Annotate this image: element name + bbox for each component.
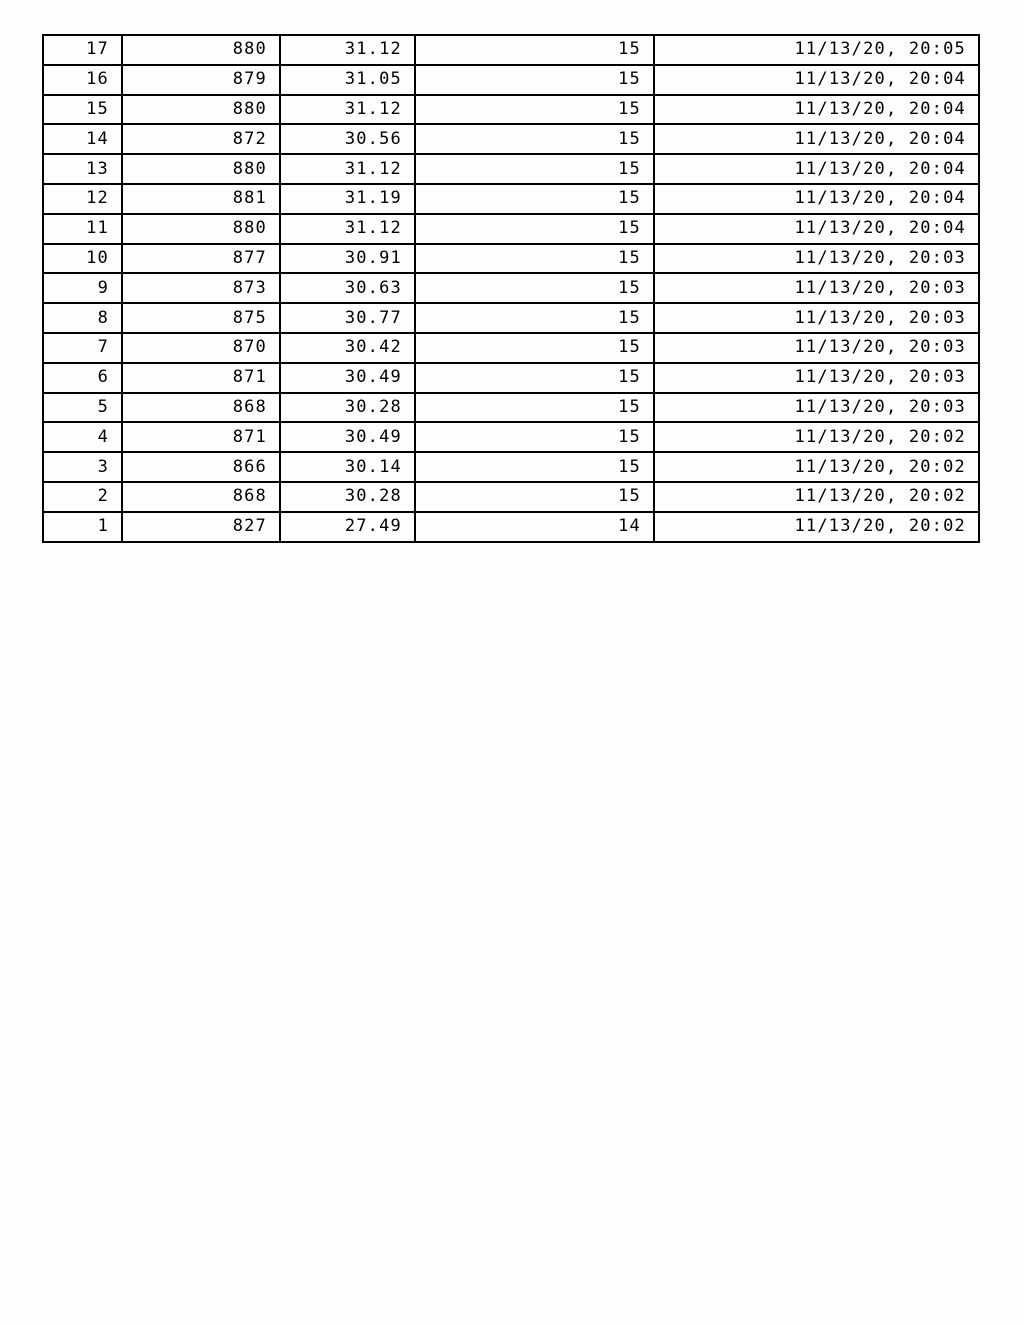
cell-level: 15 <box>415 422 654 452</box>
cell-count: 866 <box>122 452 280 482</box>
cell-count: 880 <box>122 35 280 65</box>
cell-timestamp: 11/13/20, 20:04 <box>654 154 979 184</box>
cell-level: 15 <box>415 154 654 184</box>
cell-timestamp: 11/13/20, 20:03 <box>654 393 979 423</box>
cell-count: 880 <box>122 214 280 244</box>
table-row <box>43 422 979 452</box>
cell-index: 14 <box>43 124 122 154</box>
cell-index: 15 <box>43 95 122 125</box>
table-row <box>43 333 979 363</box>
cell-index: 4 <box>43 422 122 452</box>
cell-index: 10 <box>43 244 122 274</box>
cell-value: 30.14 <box>280 452 415 482</box>
cell-value: 31.12 <box>280 154 415 184</box>
cell-timestamp: 11/13/20, 20:03 <box>654 303 979 333</box>
cell-count: 827 <box>122 512 280 542</box>
cell-level: 14 <box>415 512 654 542</box>
cell-level: 15 <box>415 95 654 125</box>
table-row <box>43 393 979 423</box>
cell-value: 31.05 <box>280 65 415 95</box>
cell-index: 13 <box>43 154 122 184</box>
table-row <box>43 512 979 542</box>
cell-index: 5 <box>43 393 122 423</box>
cell-timestamp: 11/13/20, 20:02 <box>654 512 979 542</box>
table-row <box>43 35 979 65</box>
cell-count: 875 <box>122 303 280 333</box>
cell-timestamp: 11/13/20, 20:04 <box>654 65 979 95</box>
cell-index: 17 <box>43 35 122 65</box>
cell-value: 30.49 <box>280 422 415 452</box>
cell-level: 15 <box>415 482 654 512</box>
cell-count: 881 <box>122 184 280 214</box>
cell-level: 15 <box>415 244 654 274</box>
cell-index: 9 <box>43 273 122 303</box>
cell-value: 31.12 <box>280 35 415 65</box>
table-row <box>43 482 979 512</box>
cell-timestamp: 11/13/20, 20:04 <box>654 184 979 214</box>
table-row <box>43 363 979 393</box>
table-row <box>43 244 979 274</box>
cell-level: 15 <box>415 452 654 482</box>
table-row <box>43 95 979 125</box>
cell-level: 15 <box>415 124 654 154</box>
cell-count: 870 <box>122 333 280 363</box>
table-row <box>43 214 979 244</box>
cell-index: 12 <box>43 184 122 214</box>
cell-count: 880 <box>122 95 280 125</box>
cell-index: 7 <box>43 333 122 363</box>
cell-timestamp: 11/13/20, 20:03 <box>654 363 979 393</box>
cell-count: 872 <box>122 124 280 154</box>
cell-timestamp: 11/13/20, 20:05 <box>654 35 979 65</box>
cell-index: 6 <box>43 363 122 393</box>
cell-timestamp: 11/13/20, 20:02 <box>654 422 979 452</box>
cell-value: 30.28 <box>280 482 415 512</box>
cell-count: 868 <box>122 482 280 512</box>
cell-index: 2 <box>43 482 122 512</box>
cell-timestamp: 11/13/20, 20:02 <box>654 452 979 482</box>
cell-level: 15 <box>415 303 654 333</box>
cell-level: 15 <box>415 65 654 95</box>
table-body <box>43 35 979 542</box>
cell-value: 31.12 <box>280 95 415 125</box>
table-row <box>43 303 979 333</box>
data-table <box>42 34 980 543</box>
cell-level: 15 <box>415 393 654 423</box>
cell-count: 871 <box>122 363 280 393</box>
cell-timestamp: 11/13/20, 20:02 <box>654 482 979 512</box>
cell-value: 30.28 <box>280 393 415 423</box>
cell-level: 15 <box>415 363 654 393</box>
cell-value: 30.77 <box>280 303 415 333</box>
cell-timestamp: 11/13/20, 20:04 <box>654 214 979 244</box>
cell-index: 16 <box>43 65 122 95</box>
cell-count: 879 <box>122 65 280 95</box>
cell-timestamp: 11/13/20, 20:04 <box>654 124 979 154</box>
cell-count: 873 <box>122 273 280 303</box>
cell-value: 30.49 <box>280 363 415 393</box>
cell-count: 877 <box>122 244 280 274</box>
cell-count: 871 <box>122 422 280 452</box>
cell-index: 3 <box>43 452 122 482</box>
cell-level: 15 <box>415 214 654 244</box>
table-row <box>43 154 979 184</box>
cell-count: 880 <box>122 154 280 184</box>
cell-count: 868 <box>122 393 280 423</box>
table-row <box>43 273 979 303</box>
cell-timestamp: 11/13/20, 20:03 <box>654 273 979 303</box>
table-row <box>43 124 979 154</box>
cell-timestamp: 11/13/20, 20:04 <box>654 95 979 125</box>
cell-value: 30.91 <box>280 244 415 274</box>
table-row <box>43 452 979 482</box>
cell-value: 30.56 <box>280 124 415 154</box>
cell-value: 27.49 <box>280 512 415 542</box>
cell-index: 1 <box>43 512 122 542</box>
cell-level: 15 <box>415 184 654 214</box>
cell-level: 15 <box>415 273 654 303</box>
cell-value: 30.63 <box>280 273 415 303</box>
cell-timestamp: 11/13/20, 20:03 <box>654 244 979 274</box>
table-row <box>43 184 979 214</box>
cell-timestamp: 11/13/20, 20:03 <box>654 333 979 363</box>
cell-value: 31.19 <box>280 184 415 214</box>
cell-level: 15 <box>415 333 654 363</box>
cell-index: 11 <box>43 214 122 244</box>
cell-value: 30.42 <box>280 333 415 363</box>
cell-index: 8 <box>43 303 122 333</box>
cell-level: 15 <box>415 35 654 65</box>
cell-value: 31.12 <box>280 214 415 244</box>
table-row <box>43 65 979 95</box>
